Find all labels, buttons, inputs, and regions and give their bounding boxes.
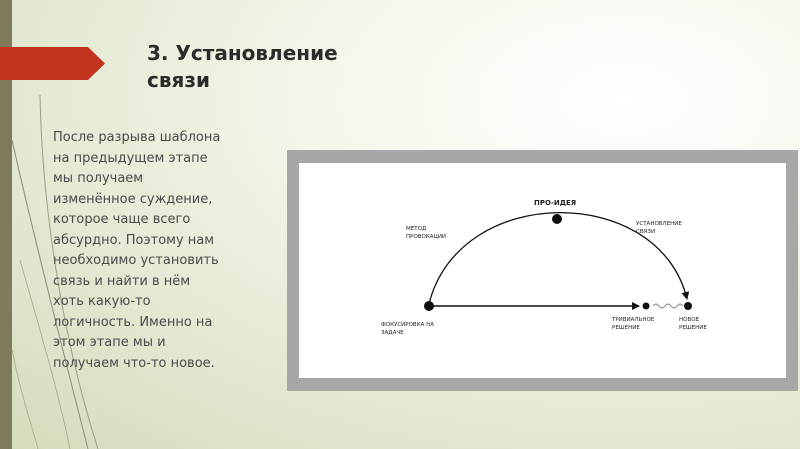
trivial-label-2: РЕШЕНИЕ: [612, 325, 640, 331]
focus-label-2: ЗАДАЧЕ: [381, 330, 404, 336]
slide-title: [147, 40, 447, 94]
diagram-panel: [299, 163, 786, 378]
new-label-2: РЕШЕНИЕ: [679, 325, 707, 331]
method-label-1: МЕТОД: [406, 226, 427, 232]
body-text: После разрыва шаблона на предыдущем этапе мы получаем изменённое суждение, которое чаще всего абсурдно. Поэтому нам необходимо установить связь и найти в нём хоть какую-то логичность. Именно на этом этапе мы и получаем что-то новое.: [53, 130, 221, 371]
new-solution-dot: [684, 302, 692, 310]
wavy-connector: [653, 304, 683, 308]
lateral-thinking-diagram: [299, 163, 786, 378]
trivial-label-1: ТРИВИАЛЬНОЕ: [612, 317, 655, 323]
trivial-dot: [643, 303, 650, 310]
title-line-2: связи: [147, 68, 210, 92]
new-label-1: НОВОЕ: [679, 317, 700, 323]
focus-label-1: ФОКУСИРОВКА НА: [381, 322, 435, 328]
diagram-frame: [287, 150, 798, 391]
connect-label-1: УСТАНОВЛЕНИЕ: [636, 221, 682, 227]
connect-label-2: СВЯЗИ: [636, 229, 656, 235]
pro-idea-label: ПРО-ИДЕЯ: [534, 199, 577, 207]
focus-dot: [424, 301, 434, 311]
red-arrow-banner-icon: [0, 47, 105, 80]
title-line-1: 3. Установление: [147, 41, 338, 65]
pro-idea-dot: [552, 214, 562, 224]
method-label-2: ПРОВОКАЦИИ: [406, 234, 447, 240]
